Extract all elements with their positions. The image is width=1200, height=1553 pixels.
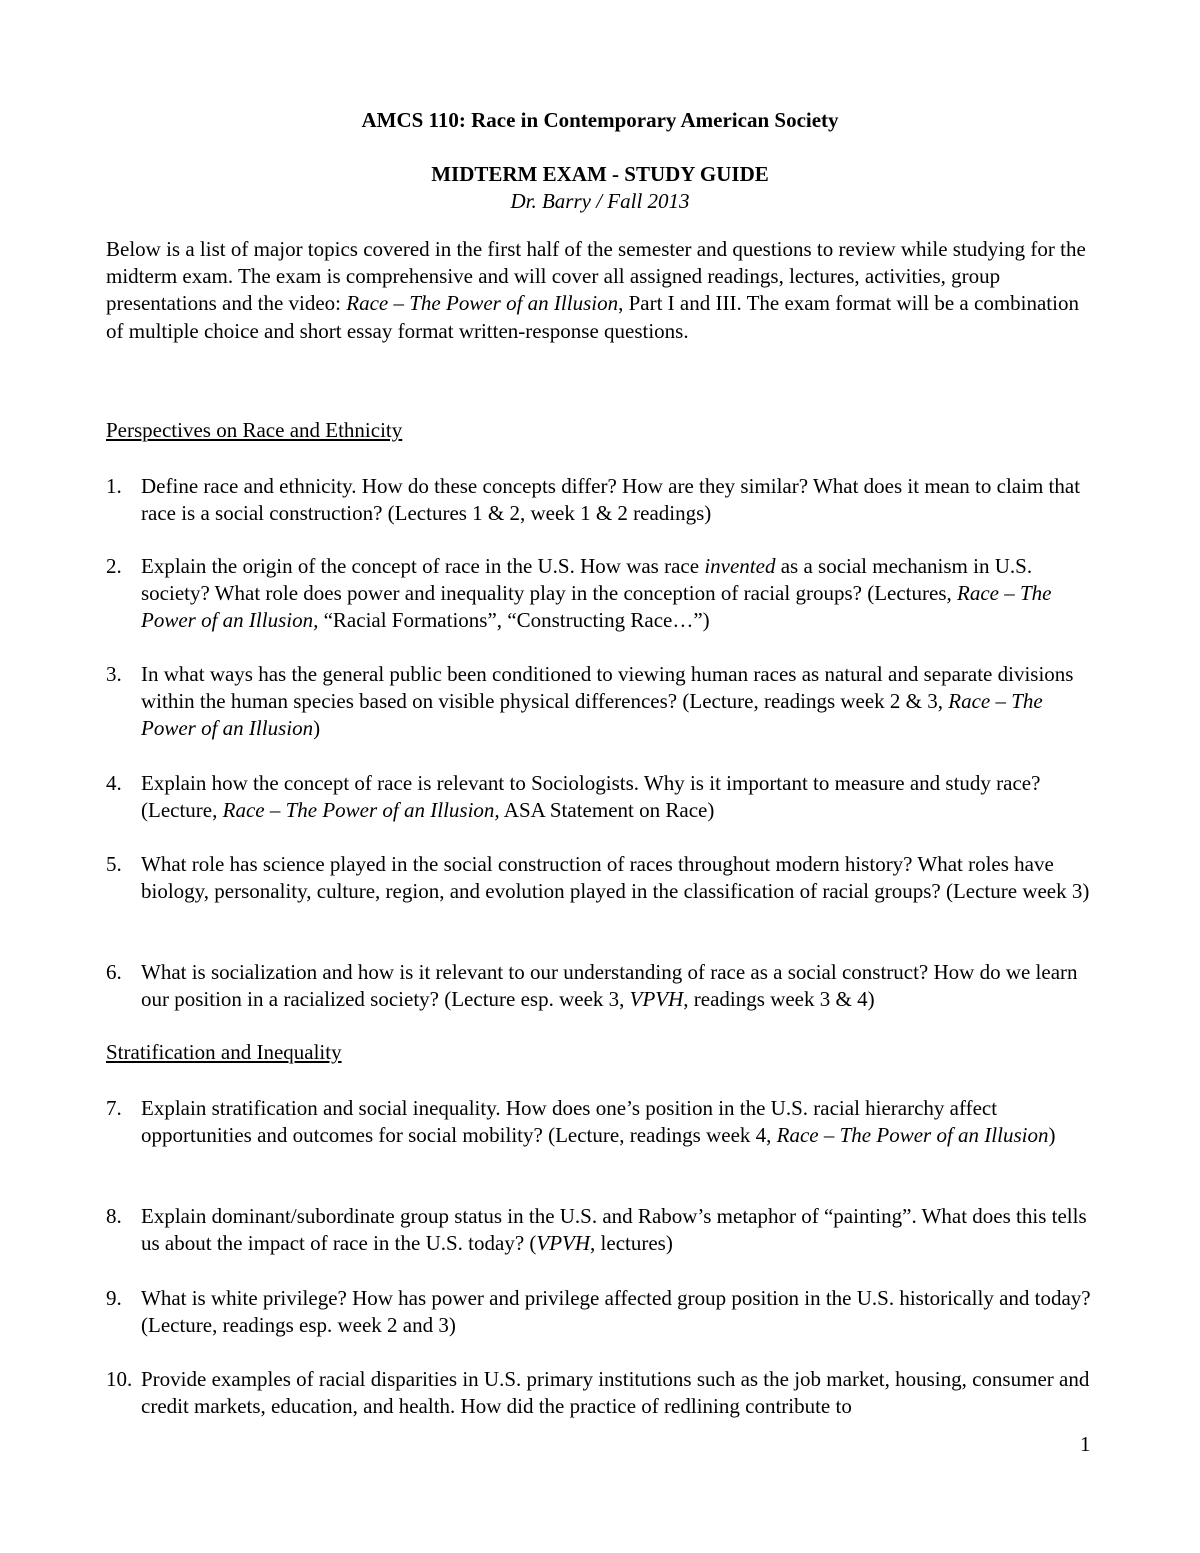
list-item: 6. What is socialization and how is it relevant to our understanding of race as a social construct? How do we learn our position in a racialized society? (Lecture esp. week 3, VPVH, readings week 3 & 4): [106, 960, 1078, 1012]
intro-paragraph: Below is a list of major topics covered in the first half of the semester and questions to review while studying for the midterm exam. The exam is comprehensive and will cover all assigned readings, lectures, activities, group presentations and the video: Race – The Power of an Illusion, Part I and III. The exam format will be a combination of multiple choice and short essay format written-response questions.: [106, 237, 1086, 343]
exam-title: MIDTERM EXAM - STUDY GUIDE: [431, 162, 769, 186]
instructor-term: Dr. Barry / Fall 2013: [510, 189, 690, 213]
list-item: 5. What role has science played in the social construction of races throughout modern history? What roles have biology, personality, culture, region, and evolution played in the classification of racial groups? (Lecture week 3): [106, 852, 1090, 904]
list-item: 3. In what ways has the general public been conditioned to viewing human races as natural and separate divisions within the human species based on visible physical differences? (Lecture, readings week 2 & 3, Race – The Power of an Illusion): [106, 662, 1074, 741]
section-heading-stratification: Stratification and Inequality: [106, 1040, 342, 1064]
list-item: 1. Define race and ethnicity. How do these concepts differ? How are they similar? What does it mean to claim that race is a social construction? (Lectures 1 & 2, week 1 & 2 readings): [106, 474, 1081, 526]
list-item: 2. Explain the origin of the concept of race in the U.S. How was race invented as a social mechanism in U.S. society? What role does power and inequality play in the conception of racial groups? (Lectures, Race – The Power of an Illusion, “Racial Formations”, “Constructing Race…”): [106, 554, 1052, 633]
list-item: 7. Explain stratification and social inequality. How does one’s position in the U.S. racial hierarchy affect opportunities and outcomes for social mobility? (Lecture, readings week 4, Race – The Power of an Illusion): [106, 1096, 1056, 1148]
course-title: AMCS 110: Race in Contemporary American Society: [361, 108, 839, 132]
list-item: 9. What is white privilege? How has power and privilege affected group position in the U.S. historically and today? (Lecture, readings esp. week 2 and 3): [106, 1286, 1091, 1338]
section-heading-perspectives: Perspectives on Race and Ethnicity: [106, 418, 403, 442]
list-item: 8. Explain dominant/subordinate group status in the U.S. and Rabow’s metaphor of “painting”. What does this tells us about the impact of race in the U.S. today? (VPVH, lectures): [106, 1204, 1087, 1256]
page-number: 1: [1080, 1432, 1091, 1456]
list-item: 10. Provide examples of racial disparities in U.S. primary institutions such as the job market, housing, consumer and credit markets, education, and health. How did the practice of redlining contribute to: [106, 1367, 1090, 1419]
list-item: 4. Explain how the concept of race is relevant to Sociologists. Why is it important to measure and study race? (Lecture, Race – The Power of an Illusion, ASA Statement on Race): [106, 771, 1041, 823]
